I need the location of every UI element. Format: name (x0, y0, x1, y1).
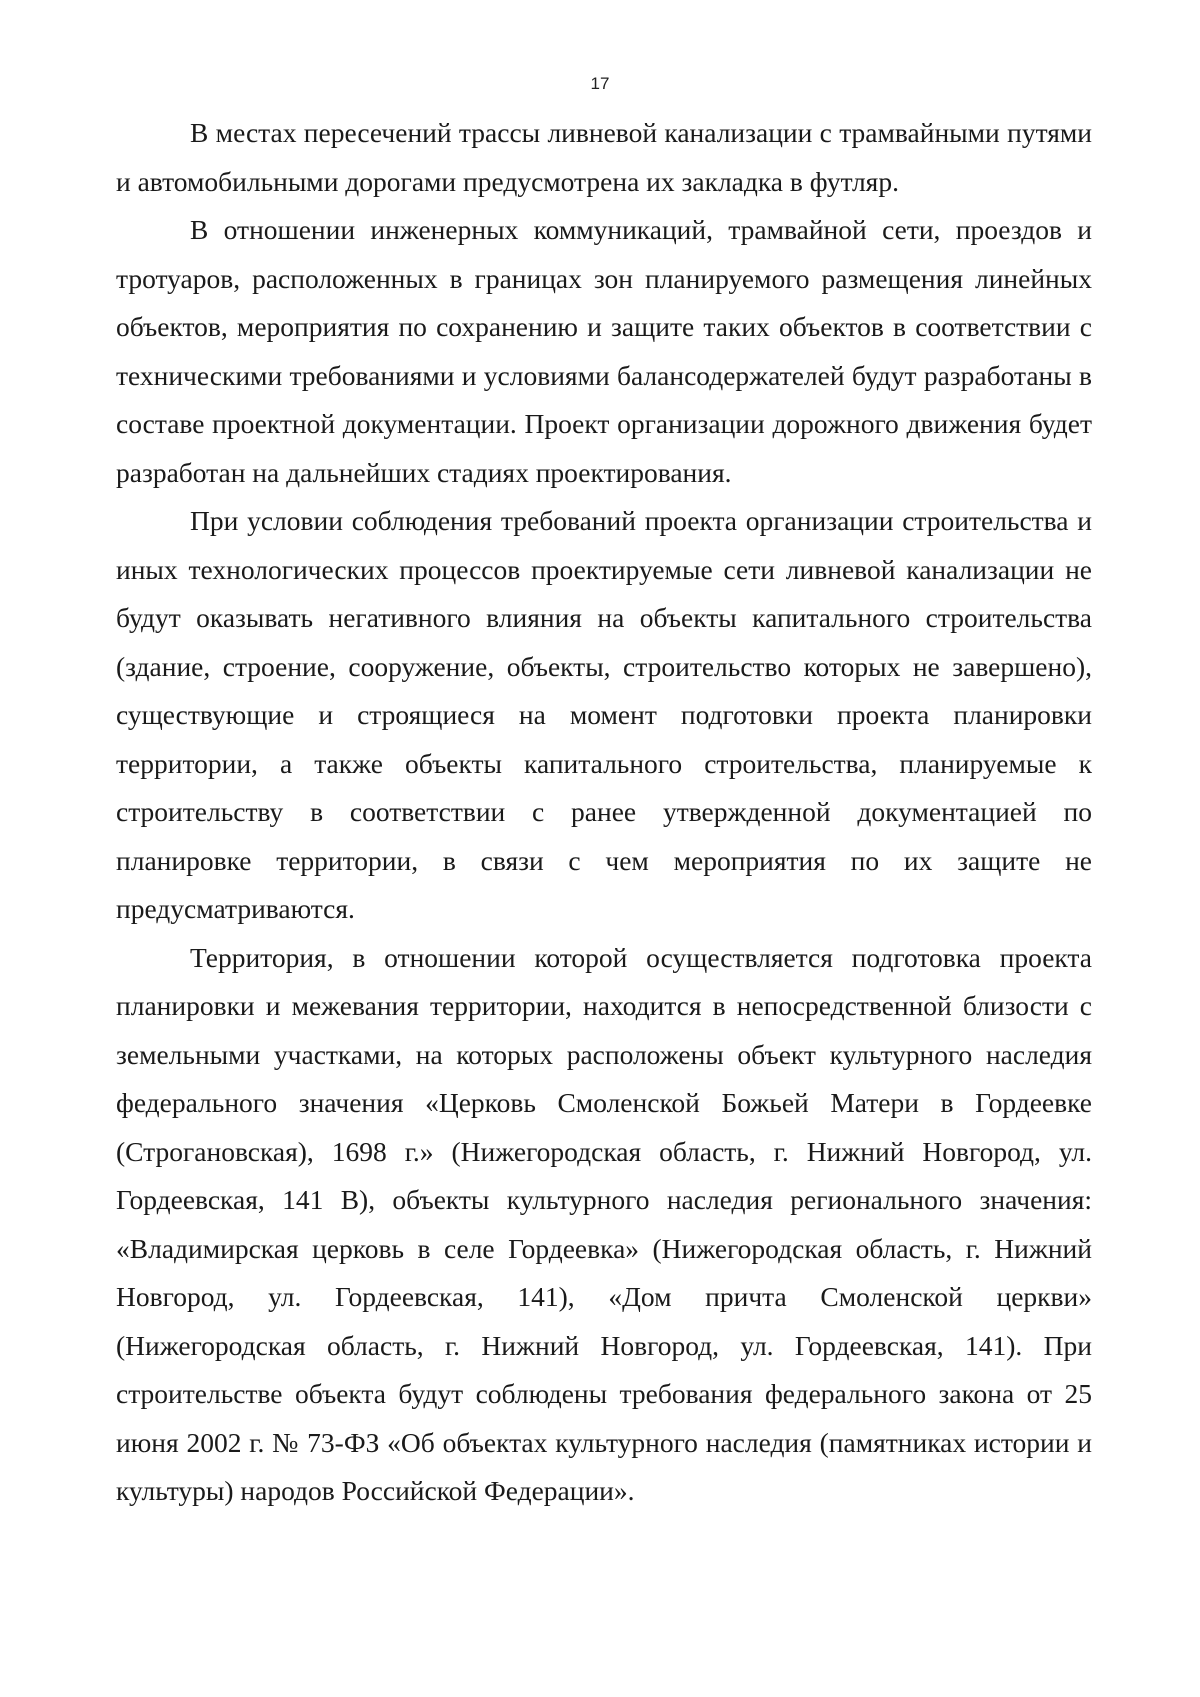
document-body (116, 109, 1092, 1516)
paragraph-cultural-heritage: Территория, в отношении которой осуществляется подготовка проекта планировки и межевания территории, находится в непосредственной близости с земельными участками, на которых расположены объект культурного наследия федерального значения «Церковь Смоленской Божьей Матери в Гордеевке (Строгановская), 1698 г.» (Нижегородская область, г. Нижний Новгород, ул. Гордеевская, 141 В), объекты культурного наследия регионального значения: «Владимирская церковь в селе Гордеевка» (Нижегородская область, г. Нижний Новгород, ул. Гордеевская, 141), «Дом причта Смоленской церкви» (Нижегородская область, г. Нижний Новгород, ул. Гордеевская, 141). При строительстве объекта будут соблюдены требования федерального закона от 25 июня 2002 г. № 73-ФЗ «Об объектах культурного наследия (памятниках истории и культуры) народов Российской Федерации». (116, 941, 1092, 1506)
paragraph-storm-sewer-crossings: В местах пересечений трассы ливневой канализации с трамвайными путями и автомобильными дорогами предусмотрена их закладка в футляр. (116, 117, 1092, 197)
page-number: 17 (590, 74, 610, 93)
paragraph-utilities-protection: В отношении инженерных коммуникаций, трамвайной сети, проездов и тротуаров, расположенных в границах зон планируемого размещения линейных объектов, мероприятия по сохранению и защите таких объектов в соответствии с техническими требованиями и условиями балансодержателей будут разработаны в составе проектной документации. Проект организации дорожного движения будет разработан на дальнейших стадиях проектирования. (116, 214, 1092, 488)
paragraph-construction-impact: При условии соблюдения требований проекта организации строительства и иных технологических процессов проектируемые сети ливневой канализации не будут оказывать негативного влияния на объекты капитального строительства (здание, строение, сооружение, объекты, строительство которых не завершено), существующие и строящиеся на момент подготовки проекта планировки территории, а также объекты капитального строительства, планируемые к строительству в соответствии с ранее утвержденной документацией по планировке территории, в связи с чем мероприятия по их защите не предусматриваются. (116, 505, 1092, 924)
